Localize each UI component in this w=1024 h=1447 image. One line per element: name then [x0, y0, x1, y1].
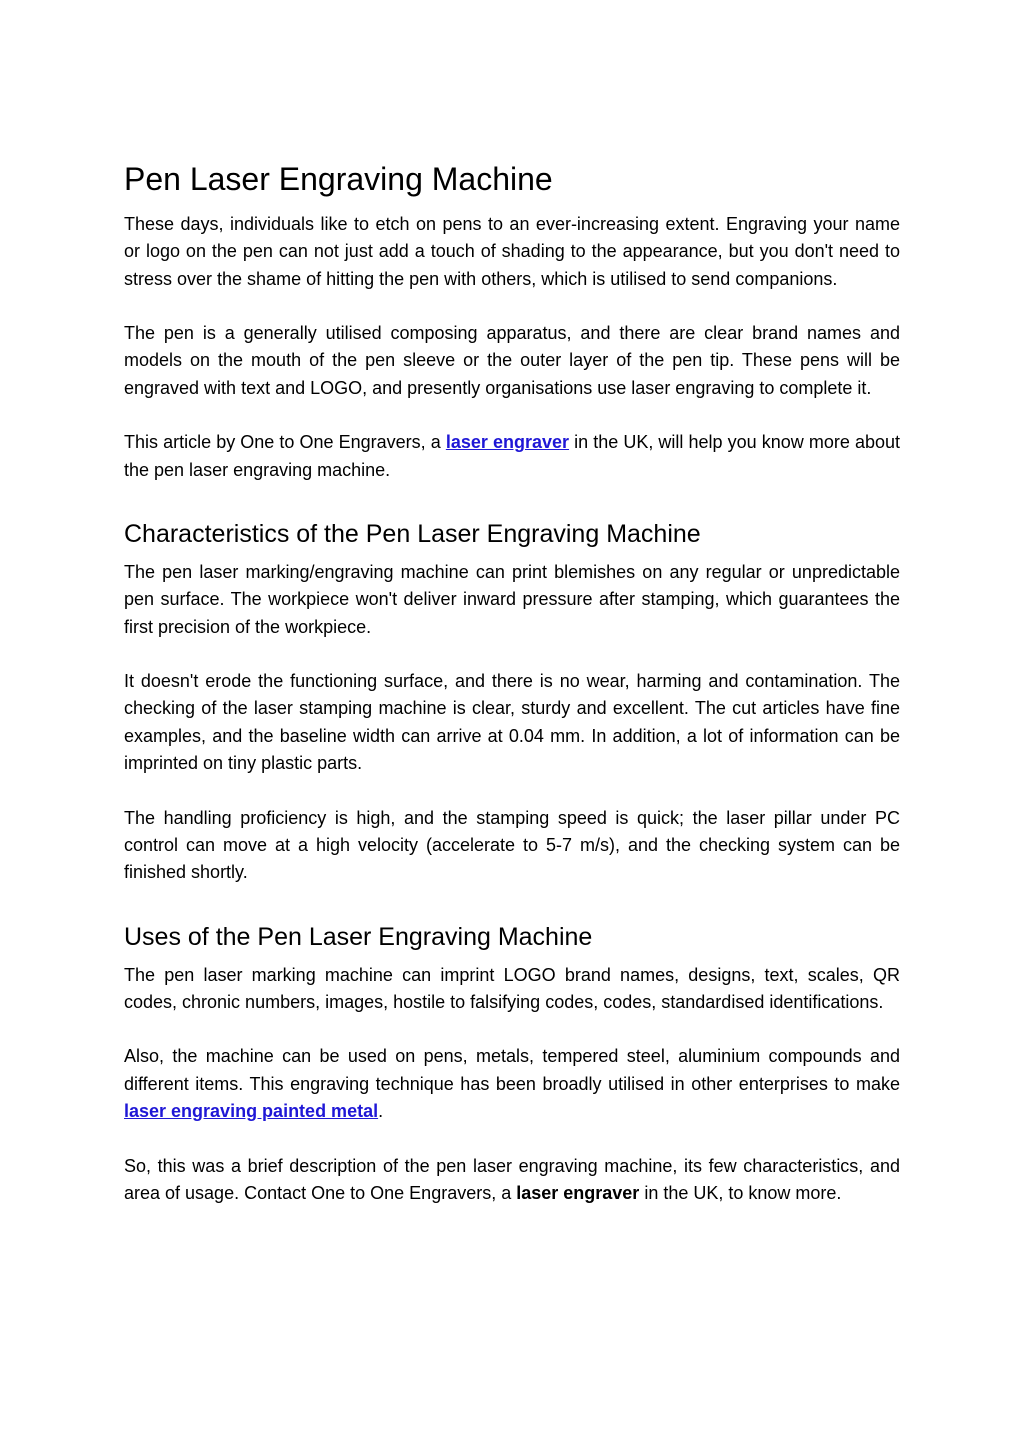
characteristics-paragraph-2: It doesn't erode the functioning surface, and there is no wear, harming and contamination. The checking of the laser stamping machine is clear, sturdy and excellent. The cut articles have fine examples, and the baseline width can arrive at 0.04 mm. In addition, a lot of information can be imprinted on tiny plastic parts.: [124, 671, 900, 774]
laser-engraving-painted-metal-link[interactable]: laser engraving painted metal: [124, 1101, 379, 1122]
characteristics-paragraph-1: The pen laser marking/engraving machine can print blemishes on any regular or unpredictable pen surface. The workpiece won't deliver inward pressure after stamping, which guarantees the first precision of the workpiece.: [124, 561, 900, 637]
section-heading-characteristics: Characteristics of the Pen Laser Engraving Machine: [124, 519, 701, 548]
document-page: [124, 157, 900, 1235]
uses-paragraph-2-text-after: .: [378, 1101, 384, 1122]
uses-paragraph-3: [124, 1153, 900, 1208]
document-title: Pen Laser Engraving Machine: [124, 161, 553, 197]
laser-engraver-bold-text: laser engraver: [516, 1182, 640, 1203]
intro-paragraph-1: These days, individuals like to etch on pens to an ever-increasing extent. Engraving your name or logo on the pen can not just add a touch of shading to the appearance, but you don't need to stress over the shame of hitting the pen with others, which is utilised to send companions.: [124, 214, 900, 289]
intro-paragraph-3-text-after: in the UK, will help you know more about the pen laser engraving machine.: [124, 432, 900, 480]
uses-paragraph-1: The pen laser marking machine can imprint LOGO brand names, designs, text, scales, QR codes, chronic numbers, images, hostile to falsifying codes, codes, standardised identifications.: [124, 964, 900, 1012]
uses-paragraph-3-text-before: So, this was a brief description of the pen laser engraving machine, its few characteristics, and area of usage. Contact One to One Engravers, a: [124, 1155, 900, 1203]
laser-engraver-link[interactable]: laser engraver: [445, 432, 570, 453]
intro-paragraph-3: [124, 429, 900, 484]
characteristics-paragraph-3: The handling proficiency is high, and the stamping speed is quick; the laser pillar under PC control can move at a high velocity (accelerate to 5-7 m/s), and the checking system can be finished shortly.: [124, 807, 900, 883]
intro-paragraph-2: The pen is a generally utilised composing apparatus, and there are clear brand names and models on the mouth of the pen sleeve or the outer layer of the pen tip. These pens will be engraved with text and LOGO, and presently organisations use laser engraving to complete it.: [124, 323, 900, 398]
intro-paragraph-3-text-before: This article by One to One Engravers, a: [124, 432, 446, 453]
uses-paragraph-2-text-before: Also, the machine can be used on pens, metals, tempered steel, aluminium compounds and different items. This engraving technique has been broadly utilised in other enterprises to make: [124, 1046, 900, 1094]
uses-paragraph-3-text-after: in the UK, to know more.: [639, 1182, 842, 1203]
section-heading-uses: Uses of the Pen Laser Engraving Machine: [124, 922, 593, 951]
uses-paragraph-2: [124, 1043, 900, 1125]
